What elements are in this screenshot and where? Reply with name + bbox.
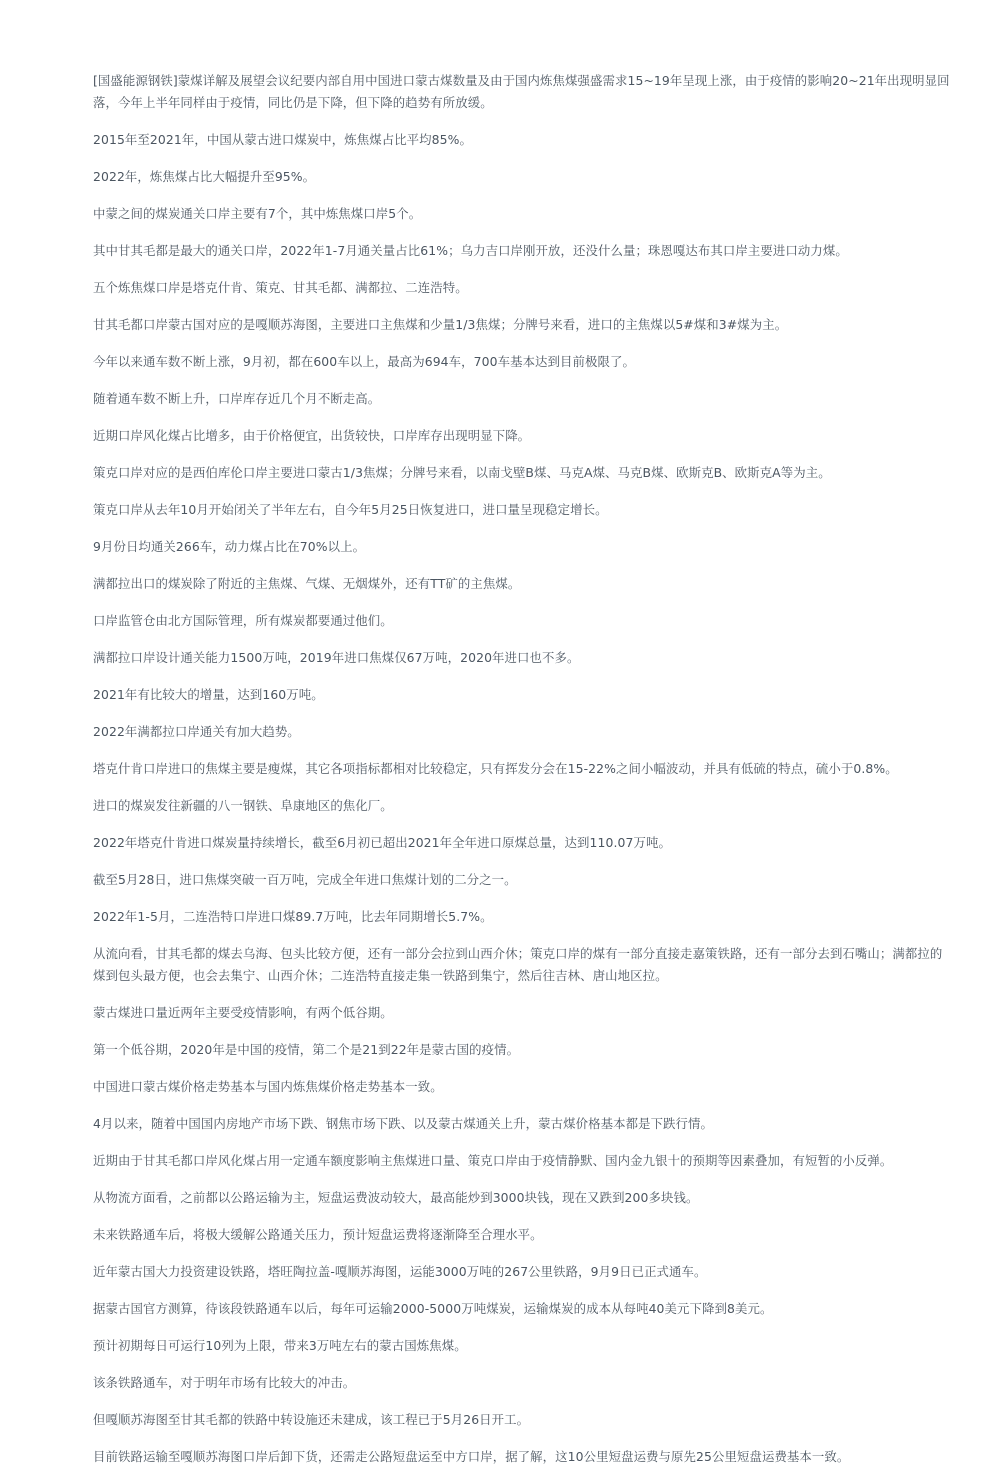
paragraph: 策克口岸对应的是西伯库伦口岸主要进口蒙古1/3焦煤；分牌号来看，以南戈壁B煤、马克A煤、马克B煤、欧斯克B、欧斯克A等为主。 [93,465,831,480]
paragraph: 满都拉出口的煤炭除了附近的主焦煤、气煤、无烟煤外，还有TT矿的主焦煤。 [93,576,521,591]
paragraph: 2022年塔克什肯进口煤炭量持续增长，截至6月初已超出2021年全年进口原煤总量，达到110.07万吨。 [93,835,671,850]
paragraph: 今年以来通车数不断上涨，9月初，都在600车以上，最高为694车，700车基本达到目前极限了。 [93,354,635,369]
paragraph: 该条铁路通车，对于明年市场有比较大的冲击。 [93,1375,356,1390]
paragraph: 近年蒙古国大力投资建设铁路，塔旺陶拉盖-嘎顺苏海图，运能3000万吨的267公里铁路，9月9日已正式通车。 [93,1264,707,1279]
paragraph: 塔克什肯口岸进口的焦煤主要是瘦煤，其它各项指标都相对比较稳定，只有挥发分会在15-22%之间小幅波动，并具有低硫的特点，硫小于0.8%。 [93,761,898,776]
paragraph: 五个炼焦煤口岸是塔克什肯、策克、甘其毛都、满都拉、二连浩特。 [93,280,468,295]
paragraph: 近期口岸风化煤占比增多，由于价格便宜，出货较快，口岸库存出现明显下降。 [93,428,531,443]
paragraph: 口岸监管仓由北方国际管理，所有煤炭都要通过他们。 [93,613,393,628]
paragraph: 2021年有比较大的增量，达到160万吨。 [93,687,324,702]
paragraph: 甘其毛都口岸蒙古国对应的是嘎顺苏海图，主要进口主焦煤和少量1/3焦煤；分牌号来看，进口的主焦煤以5#煤和3#煤为主。 [93,317,788,332]
paragraph: 2022年满都拉口岸通关有加大趋势。 [93,724,300,739]
paragraph: 9月份日均通关266车，动力煤占比在70%以上。 [93,539,366,554]
paragraph: 第一个低谷期，2020年是中国的疫情，第二个是21到22年是蒙古国的疫情。 [93,1042,520,1057]
paragraph: 从物流方面看，之前都以公路运输为主，短盘运费波动较大，最高能炒到3000块钱，现在又跌到200多块钱。 [93,1190,699,1205]
document-body [93,70,953,1483]
paragraph: 从流向看，甘其毛都的煤去乌海、包头比较方便，还有一部分会拉到山西介休；策克口岸的煤有一部分直接走嘉策铁路，还有一部分去到石嘴山；满都拉的煤到包头最方便，也会去集宁、山西介休；二连浩特直接走集一铁路到集宁，然后往吉林、唐山地区拉。 [93,946,943,983]
paragraph: 2022年1-5月，二连浩特口岸进口煤89.7万吨，比去年同期增长5.7%。 [93,909,493,924]
paragraph: 策克口岸从去年10月开始闭关了半年左右，自今年5月25日恢复进口，进口量呈现稳定增长。 [93,502,608,517]
paragraph: 2022年，炼焦煤占比大幅提升至95%。 [93,169,316,184]
paragraph: 预计初期每日可运行10列为上限，带来3万吨左右的蒙古国炼焦煤。 [93,1338,467,1353]
paragraph: 未来铁路通车后，将极大缓解公路通关压力，预计短盘运费将逐渐降至合理水平。 [93,1227,543,1242]
paragraph: 满都拉口岸设计通关能力1500万吨，2019年进口焦煤仅67万吨，2020年进口也不多。 [93,650,580,665]
paragraph: 蒙古煤进口量近两年主要受疫情影响，有两个低谷期。 [93,1005,393,1020]
paragraph: [国盛能源钢铁]蒙煤详解及展望会议纪要内部自用中国进口蒙古煤数量及由于国内炼焦煤强盛需求15~19年呈现上涨，由于疫情的影响20~21年出现明显回落，今年上半年同样由于疫情，同比仍是下降，但下降的趋势有所放缓。 [93,73,950,110]
paragraph: 近期由于甘其毛都口岸风化煤占用一定通车额度影响主焦煤进口量、策克口岸由于疫情静默、国内金九银十的预期等因素叠加，有短暂的小反弹。 [93,1153,893,1168]
paragraph: 其中甘其毛都是最大的通关口岸，2022年1-7月通关量占比61%；乌力吉口岸刚开放，还没什么量；珠恩嘎达布其口岸主要进口动力煤。 [93,243,848,258]
paragraph: 截至5月28日，进口焦煤突破一百万吨，完成全年进口焦煤计划的二分之一。 [93,872,517,887]
paragraph: 但嘎顺苏海图至甘其毛都的铁路中转设施还未建成，该工程已于5月26日开工。 [93,1412,530,1427]
paragraph: 2015年至2021年，中国从蒙古进口煤炭中，炼焦煤占比平均85%。 [93,132,472,147]
paragraph: 据蒙古国官方测算，待该段铁路通车以后，每年可运输2000-5000万吨煤炭，运输煤炭的成本从每吨40美元下降到8美元。 [93,1301,773,1316]
paragraph: 4月以来，随着中国国内房地产市场下跌、钢焦市场下跌、以及蒙古煤通关上升，蒙古煤价格基本都是下跌行情。 [93,1116,714,1131]
paragraph: 中蒙之间的煤炭通关口岸主要有7个，其中炼焦煤口岸5个。 [93,206,422,221]
paragraph: 目前铁路运输至嘎顺苏海图口岸后卸下货，还需走公路短盘运至中方口岸，据了解，这10公里短盘运费与原先25公里短盘运费基本一致。 [93,1449,850,1464]
paragraph: 随着通车数不断上升，口岸库存近几个月不断走高。 [93,391,381,406]
paragraph: 中国进口蒙古煤价格走势基本与国内炼焦煤价格走势基本一致。 [93,1079,443,1094]
paragraph: 进口的煤炭发往新疆的八一钢铁、阜康地区的焦化厂。 [93,798,393,813]
